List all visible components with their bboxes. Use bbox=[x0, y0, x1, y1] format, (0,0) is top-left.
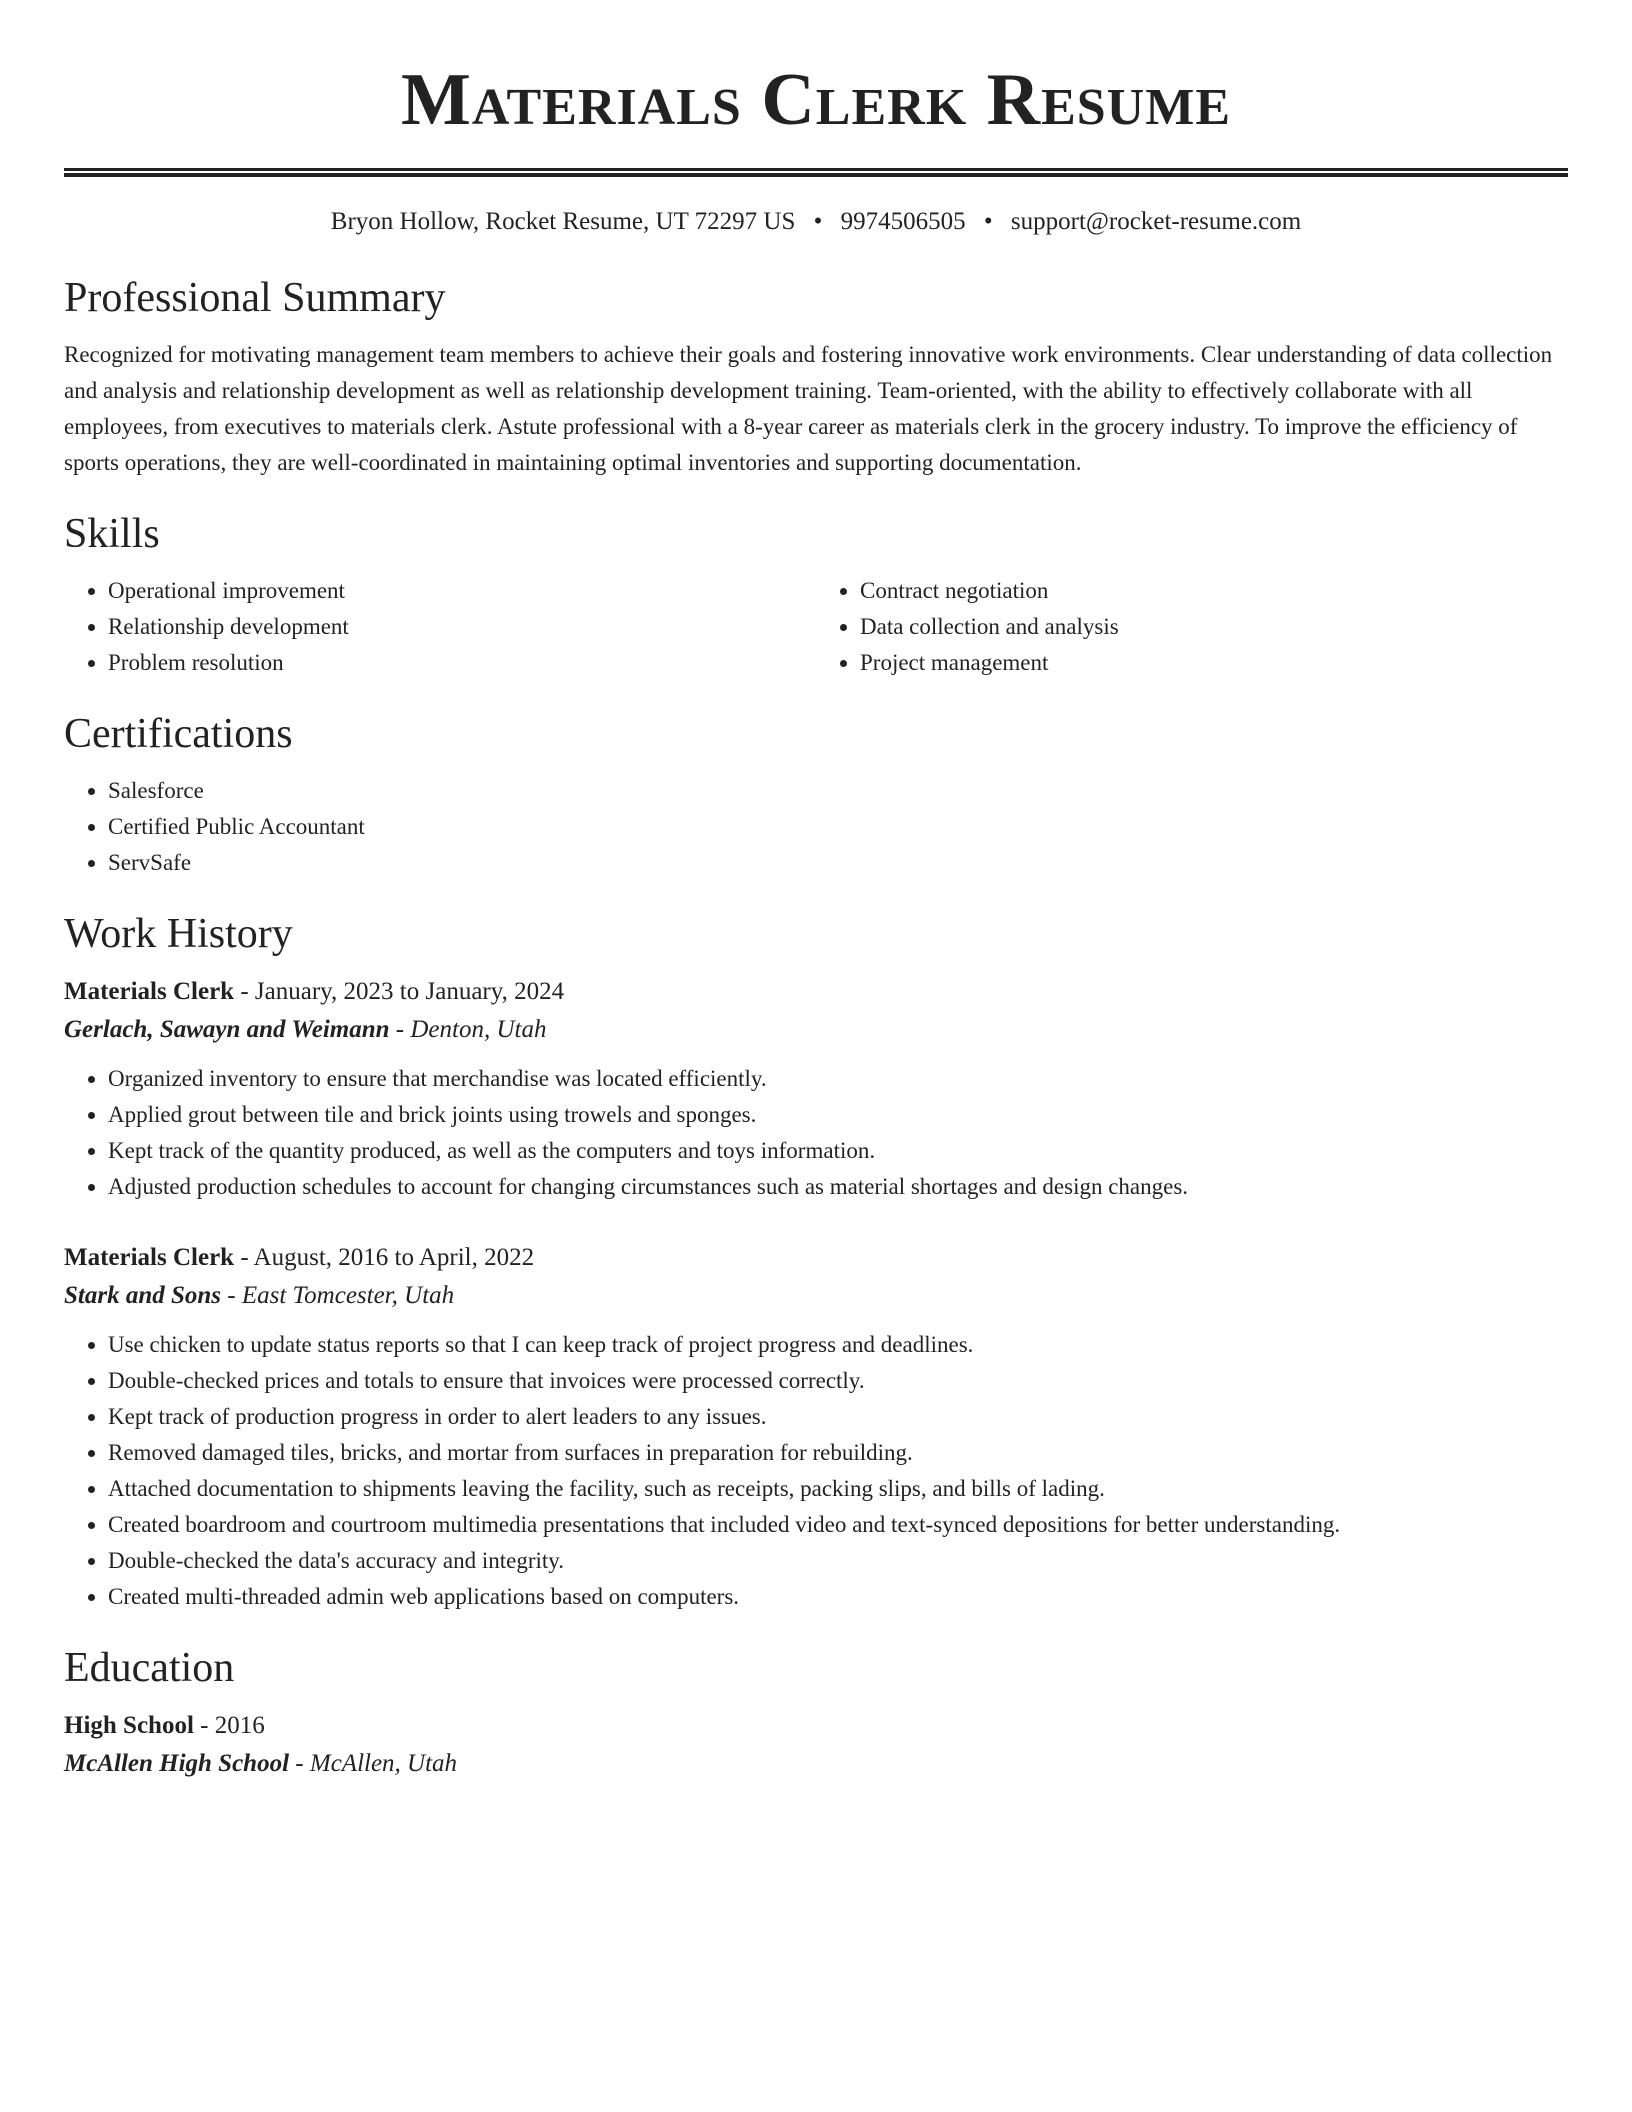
summary-heading: Professional Summary bbox=[64, 275, 446, 321]
skill-item: • Relationship development bbox=[108, 609, 816, 645]
job-bullet: • Kept track of production progress in order to alert leaders to any issues. bbox=[108, 1399, 1568, 1435]
contact-line bbox=[64, 205, 1568, 239]
job-dash: - bbox=[227, 1282, 236, 1309]
education-header bbox=[64, 1707, 1568, 1745]
skill-item: • Project management bbox=[860, 645, 1568, 681]
job-title: Materials Clerk bbox=[64, 978, 235, 1005]
work-history-heading: Work History bbox=[64, 911, 293, 957]
job-header bbox=[64, 1239, 1568, 1277]
resume-title: Materials Clerk Resume bbox=[400, 59, 1232, 141]
job-location: East Tomcester, Utah bbox=[241, 1282, 455, 1309]
job-bullet: • Kept track of the quantity produced, as well as the computers and toys information. bbox=[108, 1133, 1568, 1169]
job-bullet: • Attached documentation to shipments leaving the facility, such as receipts, packing slips, and bills of lading. bbox=[108, 1471, 1568, 1507]
education-dash: - bbox=[295, 1750, 304, 1777]
job-bullet: • Use chicken to update status reports so that I can keep track of project progress and deadlines. bbox=[108, 1327, 1568, 1363]
job-bullet: • Created multi-threaded admin web applications based on computers. bbox=[108, 1579, 1568, 1615]
education-school-line bbox=[64, 1745, 1568, 1783]
job-entry bbox=[64, 973, 1568, 1205]
job-bullet: • Created boardroom and courtroom multimedia presentations that included video and text-synced depositions for better understanding. bbox=[108, 1507, 1568, 1543]
contact-separator: • bbox=[813, 208, 823, 235]
job-company: Gerlach, Sawayn and Weimann bbox=[64, 1016, 390, 1043]
contact-email: support@rocket-resume.com bbox=[1010, 208, 1302, 235]
job-bullets bbox=[64, 1327, 1568, 1615]
job-bullet: • Adjusted production schedules to account for changing circumstances such as material shortages and design changes. bbox=[108, 1169, 1568, 1205]
education-heading: Education bbox=[64, 1645, 235, 1691]
skills-heading: Skills bbox=[64, 511, 160, 557]
education-degree: High School bbox=[64, 1712, 194, 1739]
job-company: Stark and Sons bbox=[64, 1282, 222, 1309]
job-company-line bbox=[64, 1277, 1568, 1315]
education-dash: - bbox=[200, 1712, 209, 1739]
education-entry bbox=[64, 1707, 1568, 1783]
certification-item: • Salesforce bbox=[108, 773, 1568, 809]
job-dates: January, 2023 to January, 2024 bbox=[254, 978, 565, 1005]
job-bullet: • Removed damaged tiles, bricks, and mortar from surfaces in preparation for rebuilding. bbox=[108, 1435, 1568, 1471]
education-year: 2016 bbox=[214, 1712, 265, 1739]
skill-item: • Contract negotiation bbox=[860, 573, 1568, 609]
job-dash: - bbox=[240, 978, 249, 1005]
job-location: Denton, Utah bbox=[410, 1016, 547, 1043]
certifications-list bbox=[64, 773, 1568, 881]
job-dash: - bbox=[240, 1244, 249, 1271]
skill-item: • Data collection and analysis bbox=[860, 609, 1568, 645]
job-header bbox=[64, 973, 1568, 1011]
skills-list bbox=[64, 573, 1568, 681]
skills-column-left bbox=[64, 573, 816, 681]
job-bullet: • Applied grout between tile and brick joints using trowels and sponges. bbox=[108, 1097, 1568, 1133]
job-company-line bbox=[64, 1011, 1568, 1049]
skill-item: • Problem resolution bbox=[108, 645, 816, 681]
education-school: McAllen High School bbox=[64, 1750, 290, 1777]
job-dates: August, 2016 to April, 2022 bbox=[253, 1244, 535, 1271]
job-bullet: • Organized inventory to ensure that merchandise was located efficiently. bbox=[108, 1061, 1568, 1097]
title-divider bbox=[64, 168, 1568, 177]
certification-item: • Certified Public Accountant bbox=[108, 809, 1568, 845]
certification-item: • ServSafe bbox=[108, 845, 1568, 881]
job-entry bbox=[64, 1239, 1568, 1615]
skills-column-right bbox=[816, 573, 1568, 681]
summary-text: Recognized for motivating management team members to achieve their goals and fostering innovative work environments. Clear understanding of data collection and analysis and relationship development as well as relationship development training. Team-oriented, with the ability to effectively collaborate with all employees, from executives to materials clerk. Astute professional with a 8-year career as materials clerk in the grocery industry. To improve the efficiency of sports operations, they are well-coordinated in maintaining optimal inventories and supporting documentation. bbox=[64, 342, 1553, 475]
certifications-heading: Certifications bbox=[64, 711, 293, 757]
education-location: McAllen, Utah bbox=[309, 1750, 458, 1777]
job-dash: - bbox=[395, 1016, 405, 1043]
contact-address: Bryon Hollow, Rocket Resume, UT 72297 US bbox=[330, 208, 796, 235]
job-bullet: • Double-checked the data's accuracy and integrity. bbox=[108, 1543, 1568, 1579]
job-bullets bbox=[64, 1061, 1568, 1205]
job-bullet: • Double-checked prices and totals to ensure that invoices were processed correctly. bbox=[108, 1363, 1568, 1399]
contact-phone: 9974506505 bbox=[840, 208, 966, 235]
job-title: Materials Clerk bbox=[64, 1244, 235, 1271]
skill-item: • Operational improvement bbox=[108, 573, 816, 609]
contact-separator: • bbox=[983, 208, 993, 235]
